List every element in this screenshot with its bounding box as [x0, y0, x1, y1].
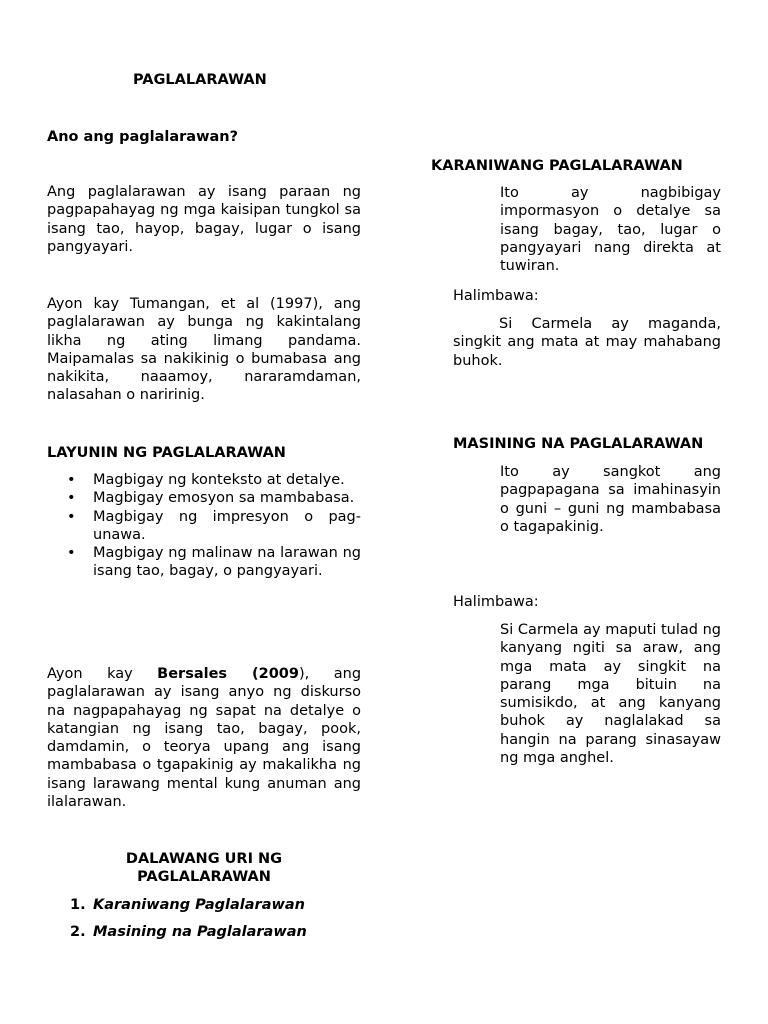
bersales-citation: Bersales (2009 — [157, 666, 299, 682]
list-item: • Magbigay ng malinaw na larawan ng isang tao, bagay, o pangyayari. — [67, 545, 361, 580]
masining-description: Ito ay sangkot ang pagpapagana sa imahinasyin o guni – guni ng mambabasa o tagapakinig. — [500, 464, 721, 535]
tumangan-paragraph: Ayon kay Tumangan, et al (1997), ang paglalarawan ay bunga ng kakintalang likha ng ating limang pandama. Maipamalas sa nakikinig o bumabasa ang nakikita, naaamoy, nararamdaman, nalasahan o naririnig. — [47, 296, 361, 404]
layunin-list — [47, 471, 361, 581]
masining-example: Si Carmela ay maputi tulad ng kanyang ngiti sa araw, ang mga mata ay singkit na parang mga bituin na sumisikdo, at ang kanyang buhok ay naglalakad sa hangin na parang sinasayaw ng mga anghel. — [500, 622, 721, 767]
bullet-icon: • — [67, 472, 76, 488]
list-item: • Magbigay ng impresyon o pag-unawa. — [67, 508, 361, 543]
list-item: • Magbigay emosyon sa mambabasa. — [67, 490, 355, 507]
types-list — [47, 896, 361, 951]
masining-heading: MASINING NA PAGLALARAWAN — [453, 436, 704, 452]
definition-paragraph: Ang paglalarawan ay isang paraan ng pagpapahayag ng mga kaisipan tungkol sa isang tao, hayop, bagay, lugar o isang pangyayari. — [47, 184, 361, 255]
halimbawa-label: Halimbawa: — [453, 594, 539, 610]
question-heading: Ano ang paglalarawan? — [47, 129, 238, 145]
halimbawa-label: Halimbawa: — [453, 288, 539, 304]
layunin-heading: LAYUNIN NG PAGLALARAWAN — [47, 445, 286, 461]
karaniwang-heading: KARANIWANG PAGLALARAWAN — [431, 158, 683, 174]
list-item: 1. Karaniwang Paglalarawan — [70, 897, 305, 913]
karaniwang-description: Ito ay nagbibigay impormasyon o detalye sa isang bagay, tao, lugar o pangyayari nang direkta at tuwiran. — [500, 185, 721, 275]
bullet-icon: • — [67, 545, 76, 562]
list-item: • Magbigay ng konteksto at detalye. — [67, 472, 345, 488]
bullet-icon: • — [67, 508, 76, 525]
list-item: 2. Masining na Paglalarawan — [70, 924, 307, 941]
bersales-paragraph: Ayon kay Bersales (2009), ang paglalarawan ay isang anyo ng diskurso na nagpapahayag ng sapat na detalye o katangian ng isang tao, bagay, pook, damdamin, o teorya upang ang isang mambabasa o tgapakinig ay makalikha ng isang larawang mental kung anuman ang ilalarawan. — [47, 666, 362, 811]
page-title: PAGLALARAWAN — [133, 72, 267, 88]
dalawang-uri-heading: DALAWANG URI NG PAGLALARAWAN — [125, 851, 283, 886]
karaniwang-example: Si Carmela ay maganda, singkit ang mata at may mahabang buhok. — [453, 316, 721, 369]
bullet-icon: • — [67, 490, 76, 507]
